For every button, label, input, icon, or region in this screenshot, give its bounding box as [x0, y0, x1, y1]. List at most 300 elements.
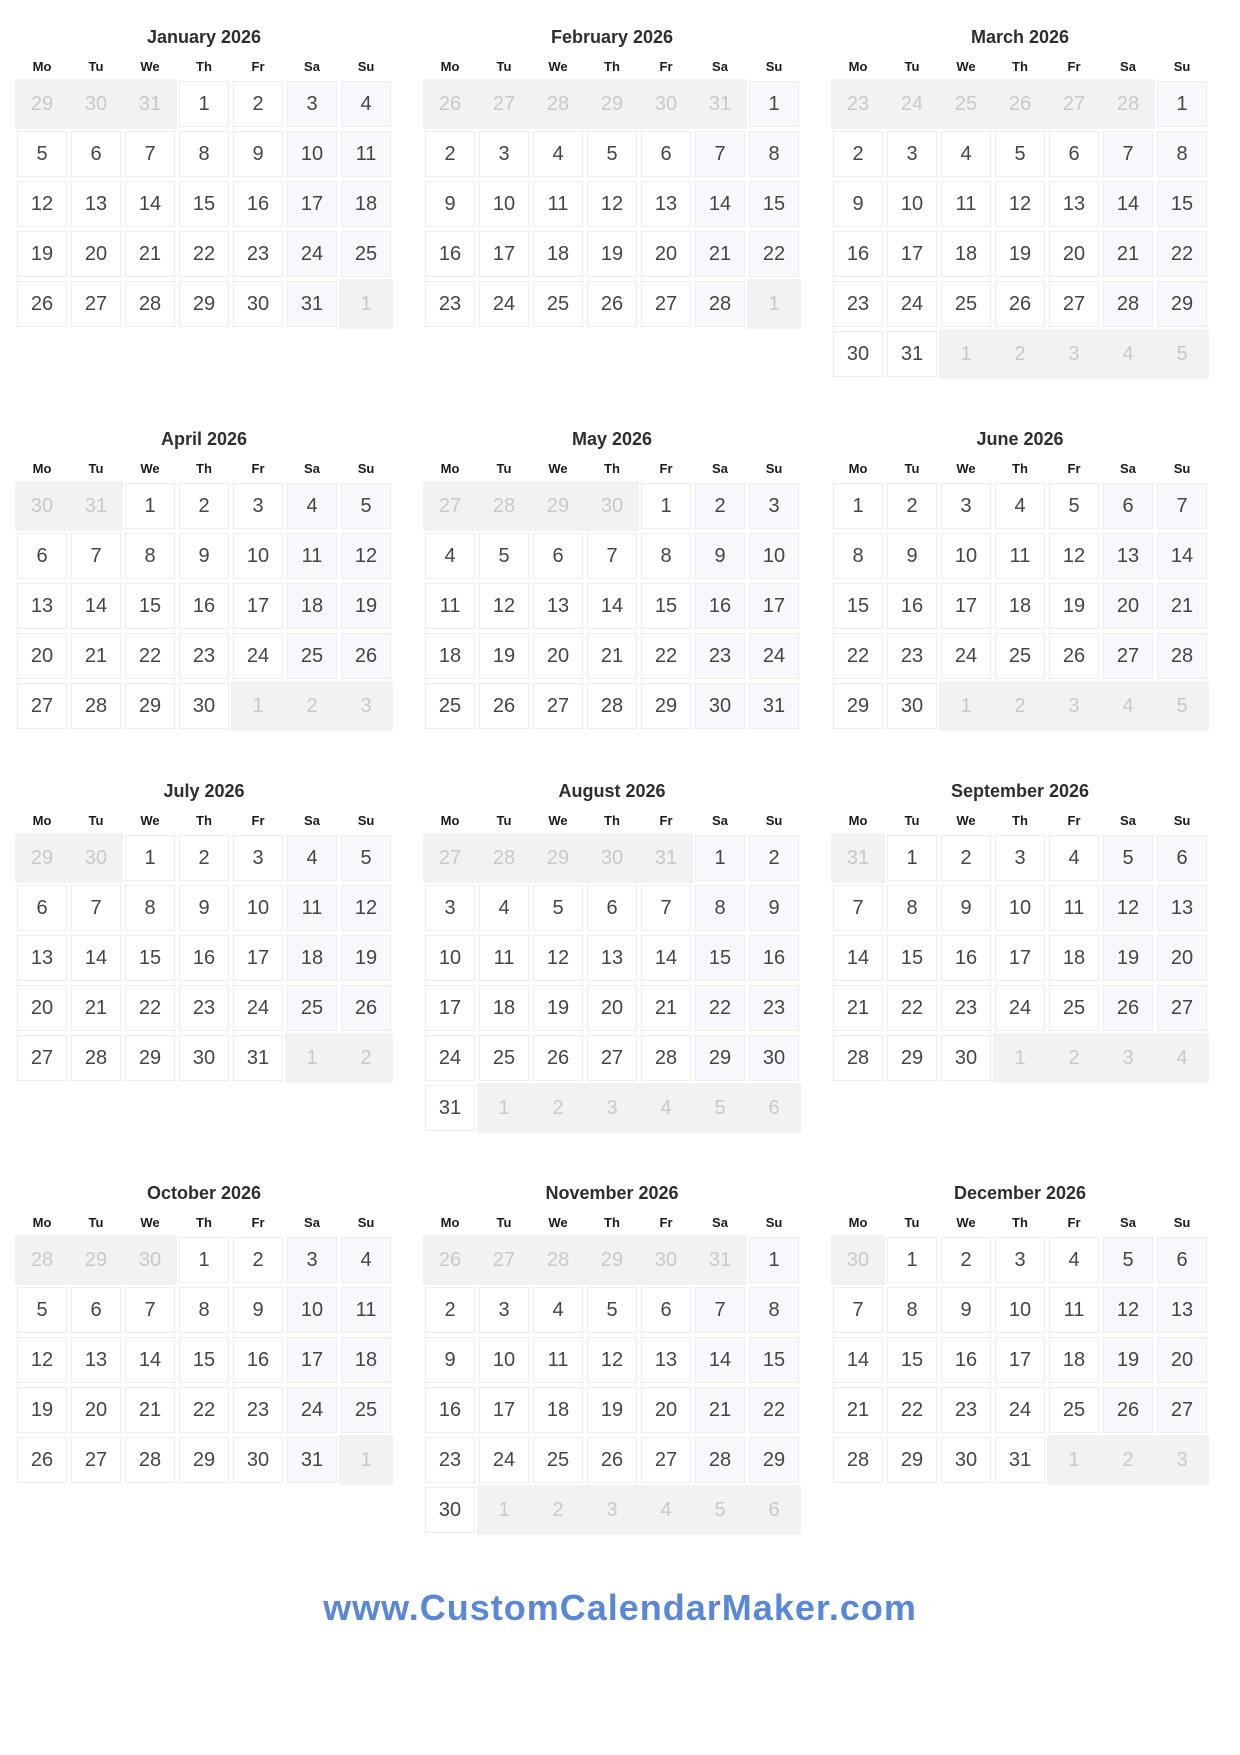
weekday-header: Su [765, 812, 783, 828]
day-cell: 9 [939, 883, 993, 933]
day-cell: 29 [1155, 279, 1209, 329]
weekday-header: Th [1012, 1214, 1028, 1230]
weekday-header: Su [357, 460, 375, 476]
day-cell: 22 [747, 1385, 801, 1435]
day-cell: 21 [1155, 581, 1209, 631]
day-cell: 17 [477, 229, 531, 279]
weekday-header-row [423, 455, 801, 481]
day-cell-outside: 28 [531, 79, 585, 129]
weekday-header: Mo [848, 58, 868, 74]
weekday-header: We [548, 812, 568, 828]
weekday-header: Th [604, 460, 620, 476]
weekday-header: Mo [32, 812, 52, 828]
weekday-header: Mo [32, 58, 52, 74]
month-title: July 2026 [163, 781, 245, 801]
week-row [15, 1235, 393, 1285]
day-cell: 28 [69, 681, 123, 731]
weekday-header: Su [1173, 812, 1191, 828]
weekday-header-row [831, 53, 1209, 79]
day-cell: 22 [747, 229, 801, 279]
weekday-header-row [15, 53, 393, 79]
weekday-header: Su [765, 460, 783, 476]
day-cell-outside: 6 [747, 1083, 801, 1133]
weekday-header: Th [1012, 460, 1028, 476]
weekday-header-row [423, 807, 801, 833]
weekday-header: We [956, 460, 976, 476]
day-cell: 9 [747, 883, 801, 933]
day-cell-outside: 1 [339, 1435, 393, 1485]
weekday-header: Th [604, 58, 620, 74]
day-cell: 14 [123, 179, 177, 229]
month-table [831, 1209, 1209, 1485]
day-cell-outside: 4 [639, 1485, 693, 1535]
day-cell: 12 [993, 179, 1047, 229]
weekday-header: Su [357, 58, 375, 74]
day-cell-outside: 31 [123, 79, 177, 129]
day-cell: 19 [477, 631, 531, 681]
day-cell: 4 [339, 79, 393, 129]
day-cell: 30 [177, 1033, 231, 1083]
day-cell: 9 [831, 179, 885, 229]
day-cell: 30 [231, 279, 285, 329]
weekday-header: Fr [659, 812, 673, 828]
day-cell: 2 [177, 481, 231, 531]
weekday-header: Su [357, 1214, 375, 1230]
month-table [831, 455, 1209, 731]
day-cell: 21 [693, 1385, 747, 1435]
day-cell: 13 [69, 1335, 123, 1385]
day-cell: 7 [585, 531, 639, 581]
day-cell: 5 [585, 1285, 639, 1335]
day-cell: 22 [885, 1385, 939, 1435]
weekday-header: Mo [440, 812, 460, 828]
day-cell: 10 [993, 1285, 1047, 1335]
month-september [831, 781, 1209, 1083]
month-table [423, 455, 801, 731]
day-cell: 7 [639, 883, 693, 933]
weekday-header: Fr [251, 460, 265, 476]
day-cell: 20 [531, 631, 585, 681]
day-cell: 27 [1101, 631, 1155, 681]
day-cell: 2 [423, 1285, 477, 1335]
day-cell: 11 [531, 1335, 585, 1385]
day-cell: 8 [693, 883, 747, 933]
day-cell: 7 [1155, 481, 1209, 531]
day-cell: 17 [231, 581, 285, 631]
day-cell: 1 [885, 1235, 939, 1285]
day-cell: 3 [231, 481, 285, 531]
day-cell: 7 [123, 1285, 177, 1335]
month-october [15, 1183, 393, 1485]
day-cell: 1 [123, 481, 177, 531]
weekday-header: Sa [304, 812, 320, 828]
day-cell: 22 [177, 1385, 231, 1435]
weekday-header: Sa [712, 812, 728, 828]
day-cell: 26 [15, 279, 69, 329]
day-cell-outside: 3 [585, 1083, 639, 1133]
day-cell-outside: 29 [15, 833, 69, 883]
day-cell: 16 [423, 229, 477, 279]
day-cell: 2 [423, 129, 477, 179]
site-url-link[interactable]: www.CustomCalendarMaker.com [323, 1587, 917, 1628]
day-cell: 16 [747, 933, 801, 983]
weekday-header: Th [1012, 812, 1028, 828]
day-cell: 4 [285, 481, 339, 531]
day-cell: 4 [939, 129, 993, 179]
weekday-header: We [956, 1214, 976, 1230]
day-cell: 16 [231, 1335, 285, 1385]
month-title: August 2026 [558, 781, 666, 801]
day-cell: 25 [285, 631, 339, 681]
month-january [15, 27, 393, 329]
day-cell: 14 [831, 1335, 885, 1385]
weekday-header: Fr [251, 1214, 265, 1230]
day-cell: 12 [531, 933, 585, 983]
weekday-header: Sa [1120, 1214, 1136, 1230]
day-cell: 3 [939, 481, 993, 531]
day-cell: 6 [639, 1285, 693, 1335]
day-cell: 13 [1155, 1285, 1209, 1335]
week-row [423, 581, 801, 631]
weekday-header: Mo [440, 460, 460, 476]
day-cell: 12 [1047, 531, 1101, 581]
weekday-header: Su [765, 58, 783, 74]
day-cell: 2 [231, 1235, 285, 1285]
day-cell: 17 [477, 1385, 531, 1435]
month-july [15, 781, 393, 1083]
day-cell: 18 [339, 179, 393, 229]
weekday-header: Sa [304, 1214, 320, 1230]
day-cell-outside: 2 [993, 329, 1047, 379]
day-cell: 22 [1155, 229, 1209, 279]
day-cell: 7 [693, 1285, 747, 1335]
day-cell: 12 [15, 1335, 69, 1385]
day-cell: 19 [1047, 581, 1101, 631]
day-cell: 15 [747, 179, 801, 229]
day-cell: 19 [585, 229, 639, 279]
day-cell: 6 [531, 531, 585, 581]
week-row [423, 631, 801, 681]
day-cell: 14 [693, 179, 747, 229]
day-cell-outside: 1 [285, 1033, 339, 1083]
day-cell: 10 [285, 1285, 339, 1335]
day-cell: 16 [885, 581, 939, 631]
day-cell: 14 [69, 581, 123, 631]
day-cell: 15 [831, 581, 885, 631]
weekday-header: We [140, 812, 160, 828]
day-cell: 23 [939, 1385, 993, 1435]
day-cell: 29 [693, 1033, 747, 1083]
day-cell-outside: 29 [585, 1235, 639, 1285]
day-cell-outside: 28 [15, 1235, 69, 1285]
day-cell: 10 [993, 883, 1047, 933]
day-cell: 15 [885, 933, 939, 983]
week-row [423, 1435, 801, 1485]
weekday-header: Fr [251, 58, 265, 74]
day-cell: 25 [1047, 1385, 1101, 1435]
day-cell: 15 [123, 581, 177, 631]
day-cell: 28 [693, 1435, 747, 1485]
day-cell: 24 [939, 631, 993, 681]
day-cell: 6 [1047, 129, 1101, 179]
day-cell: 27 [531, 681, 585, 731]
day-cell: 2 [747, 833, 801, 883]
day-cell-outside: 4 [1101, 329, 1155, 379]
day-cell: 11 [339, 129, 393, 179]
day-cell: 12 [339, 531, 393, 581]
week-row [423, 179, 801, 229]
week-row [831, 1285, 1209, 1335]
week-row [423, 883, 801, 933]
month-table [15, 807, 393, 1083]
day-cell: 20 [1047, 229, 1101, 279]
day-cell: 9 [939, 1285, 993, 1335]
week-row [423, 79, 801, 129]
week-row [423, 279, 801, 329]
month-title: June 2026 [976, 429, 1064, 449]
day-cell: 29 [177, 1435, 231, 1485]
day-cell: 8 [885, 883, 939, 933]
day-cell: 29 [177, 279, 231, 329]
day-cell-outside: 5 [1155, 329, 1209, 379]
weekday-header: Tu [904, 58, 920, 74]
day-cell: 6 [69, 129, 123, 179]
day-cell: 3 [885, 129, 939, 179]
day-cell: 6 [1155, 1235, 1209, 1285]
day-cell: 25 [477, 1033, 531, 1083]
day-cell-outside: 5 [693, 1485, 747, 1535]
weekday-header: Sa [712, 58, 728, 74]
day-cell: 13 [1101, 531, 1155, 581]
day-cell: 10 [477, 179, 531, 229]
day-cell: 18 [285, 581, 339, 631]
day-cell-outside: 29 [531, 833, 585, 883]
day-cell-outside: 31 [69, 481, 123, 531]
day-cell: 19 [15, 1385, 69, 1435]
week-row [423, 681, 801, 731]
day-cell: 23 [231, 229, 285, 279]
day-cell: 29 [885, 1435, 939, 1485]
day-cell: 25 [423, 681, 477, 731]
day-cell-outside: 3 [1047, 681, 1101, 731]
day-cell: 22 [177, 229, 231, 279]
day-cell: 30 [939, 1435, 993, 1485]
day-cell: 3 [477, 129, 531, 179]
day-cell: 19 [531, 983, 585, 1033]
day-cell-outside: 1 [747, 279, 801, 329]
week-row [423, 481, 801, 531]
day-cell: 7 [693, 129, 747, 179]
week-row [831, 983, 1209, 1033]
week-row [831, 1335, 1209, 1385]
weekday-header-row [15, 1209, 393, 1235]
day-cell: 30 [423, 1485, 477, 1535]
week-row [423, 531, 801, 581]
weekday-header-row [15, 455, 393, 481]
day-cell: 30 [177, 681, 231, 731]
day-cell-outside: 3 [339, 681, 393, 731]
weekday-header-row [423, 53, 801, 79]
weekday-header: Sa [304, 58, 320, 74]
weekday-header: Mo [848, 1214, 868, 1230]
day-cell: 13 [639, 1335, 693, 1385]
week-row [15, 983, 393, 1033]
day-cell: 20 [15, 631, 69, 681]
day-cell-outside: 30 [639, 79, 693, 129]
day-cell-outside: 26 [423, 1235, 477, 1285]
weekday-header-row [831, 1209, 1209, 1235]
day-cell: 5 [585, 129, 639, 179]
week-row [15, 179, 393, 229]
day-cell: 26 [531, 1033, 585, 1083]
day-cell: 14 [69, 933, 123, 983]
month-table [15, 455, 393, 731]
week-row [831, 883, 1209, 933]
weekday-header: Mo [32, 460, 52, 476]
week-row [831, 581, 1209, 631]
weekday-header: Th [196, 460, 212, 476]
weekday-header: Tu [904, 812, 920, 828]
day-cell: 12 [1101, 1285, 1155, 1335]
day-cell: 27 [15, 1033, 69, 1083]
weekday-header: Th [604, 1214, 620, 1230]
day-cell: 12 [585, 1335, 639, 1385]
day-cell: 14 [123, 1335, 177, 1385]
day-cell: 13 [639, 179, 693, 229]
day-cell: 27 [639, 279, 693, 329]
day-cell: 16 [831, 229, 885, 279]
day-cell: 27 [1047, 279, 1101, 329]
day-cell: 20 [639, 1385, 693, 1435]
day-cell: 3 [231, 833, 285, 883]
day-cell: 25 [1047, 983, 1101, 1033]
day-cell-outside: 27 [1047, 79, 1101, 129]
day-cell: 26 [477, 681, 531, 731]
week-row [15, 933, 393, 983]
day-cell: 31 [993, 1435, 1047, 1485]
week-row [15, 1033, 393, 1083]
day-cell: 15 [639, 581, 693, 631]
day-cell: 17 [993, 1335, 1047, 1385]
week-row [15, 1335, 393, 1385]
day-cell: 10 [477, 1335, 531, 1385]
day-cell: 28 [831, 1033, 885, 1083]
day-cell: 1 [123, 833, 177, 883]
day-cell: 4 [423, 531, 477, 581]
day-cell: 10 [885, 179, 939, 229]
day-cell-outside: 1 [1047, 1435, 1101, 1485]
day-cell: 17 [285, 1335, 339, 1385]
day-cell: 6 [639, 129, 693, 179]
weekday-header: Fr [659, 58, 673, 74]
day-cell: 21 [639, 983, 693, 1033]
day-cell: 11 [423, 581, 477, 631]
day-cell: 15 [1155, 179, 1209, 229]
day-cell: 15 [693, 933, 747, 983]
day-cell: 13 [1155, 883, 1209, 933]
day-cell: 2 [177, 833, 231, 883]
day-cell: 30 [693, 681, 747, 731]
day-cell: 23 [423, 279, 477, 329]
day-cell: 8 [123, 531, 177, 581]
month-february [423, 27, 801, 329]
day-cell: 18 [477, 983, 531, 1033]
weekday-header: Mo [440, 58, 460, 74]
day-cell: 24 [231, 631, 285, 681]
day-cell: 8 [747, 1285, 801, 1335]
day-cell-outside: 2 [993, 681, 1047, 731]
day-cell: 4 [285, 833, 339, 883]
day-cell: 27 [639, 1435, 693, 1485]
day-cell-outside: 1 [993, 1033, 1047, 1083]
day-cell: 9 [231, 129, 285, 179]
day-cell: 2 [939, 833, 993, 883]
week-row [15, 581, 393, 631]
day-cell: 29 [123, 681, 177, 731]
weekday-header: Fr [1067, 58, 1081, 74]
day-cell-outside: 3 [585, 1485, 639, 1535]
day-cell: 20 [69, 229, 123, 279]
day-cell: 17 [423, 983, 477, 1033]
day-cell: 24 [423, 1033, 477, 1083]
day-cell: 16 [423, 1385, 477, 1435]
day-cell-outside: 4 [1155, 1033, 1209, 1083]
day-cell: 17 [231, 933, 285, 983]
day-cell: 8 [177, 1285, 231, 1335]
day-cell: 11 [1047, 883, 1101, 933]
weekday-header: Sa [712, 460, 728, 476]
day-cell-outside: 30 [585, 833, 639, 883]
day-cell-outside: 5 [693, 1083, 747, 1133]
day-cell: 4 [339, 1235, 393, 1285]
day-cell-outside: 1 [477, 1083, 531, 1133]
day-cell: 2 [939, 1235, 993, 1285]
day-cell: 5 [15, 1285, 69, 1335]
week-row [15, 279, 393, 329]
day-cell: 2 [693, 481, 747, 531]
footer [0, 1587, 1240, 1629]
day-cell-outside: 4 [1101, 681, 1155, 731]
day-cell: 8 [177, 129, 231, 179]
day-cell: 1 [693, 833, 747, 883]
day-cell: 21 [693, 229, 747, 279]
week-row [15, 883, 393, 933]
month-table [831, 807, 1209, 1083]
day-cell: 24 [231, 983, 285, 1033]
week-row [831, 933, 1209, 983]
day-cell-outside: 1 [231, 681, 285, 731]
day-cell: 16 [939, 1335, 993, 1385]
day-cell: 27 [585, 1033, 639, 1083]
day-cell: 20 [15, 983, 69, 1033]
day-cell: 3 [993, 833, 1047, 883]
day-cell: 7 [1101, 129, 1155, 179]
day-cell: 7 [69, 883, 123, 933]
day-cell: 12 [15, 179, 69, 229]
day-cell-outside: 30 [639, 1235, 693, 1285]
day-cell: 13 [531, 581, 585, 631]
day-cell: 3 [423, 883, 477, 933]
day-cell: 13 [15, 581, 69, 631]
day-cell-outside: 31 [693, 79, 747, 129]
week-row [15, 833, 393, 883]
day-cell: 29 [747, 1435, 801, 1485]
day-cell-outside: 30 [15, 481, 69, 531]
weekday-header: Su [1173, 58, 1191, 74]
day-cell: 11 [285, 883, 339, 933]
month-title: December 2026 [953, 1183, 1087, 1203]
day-cell: 7 [123, 129, 177, 179]
